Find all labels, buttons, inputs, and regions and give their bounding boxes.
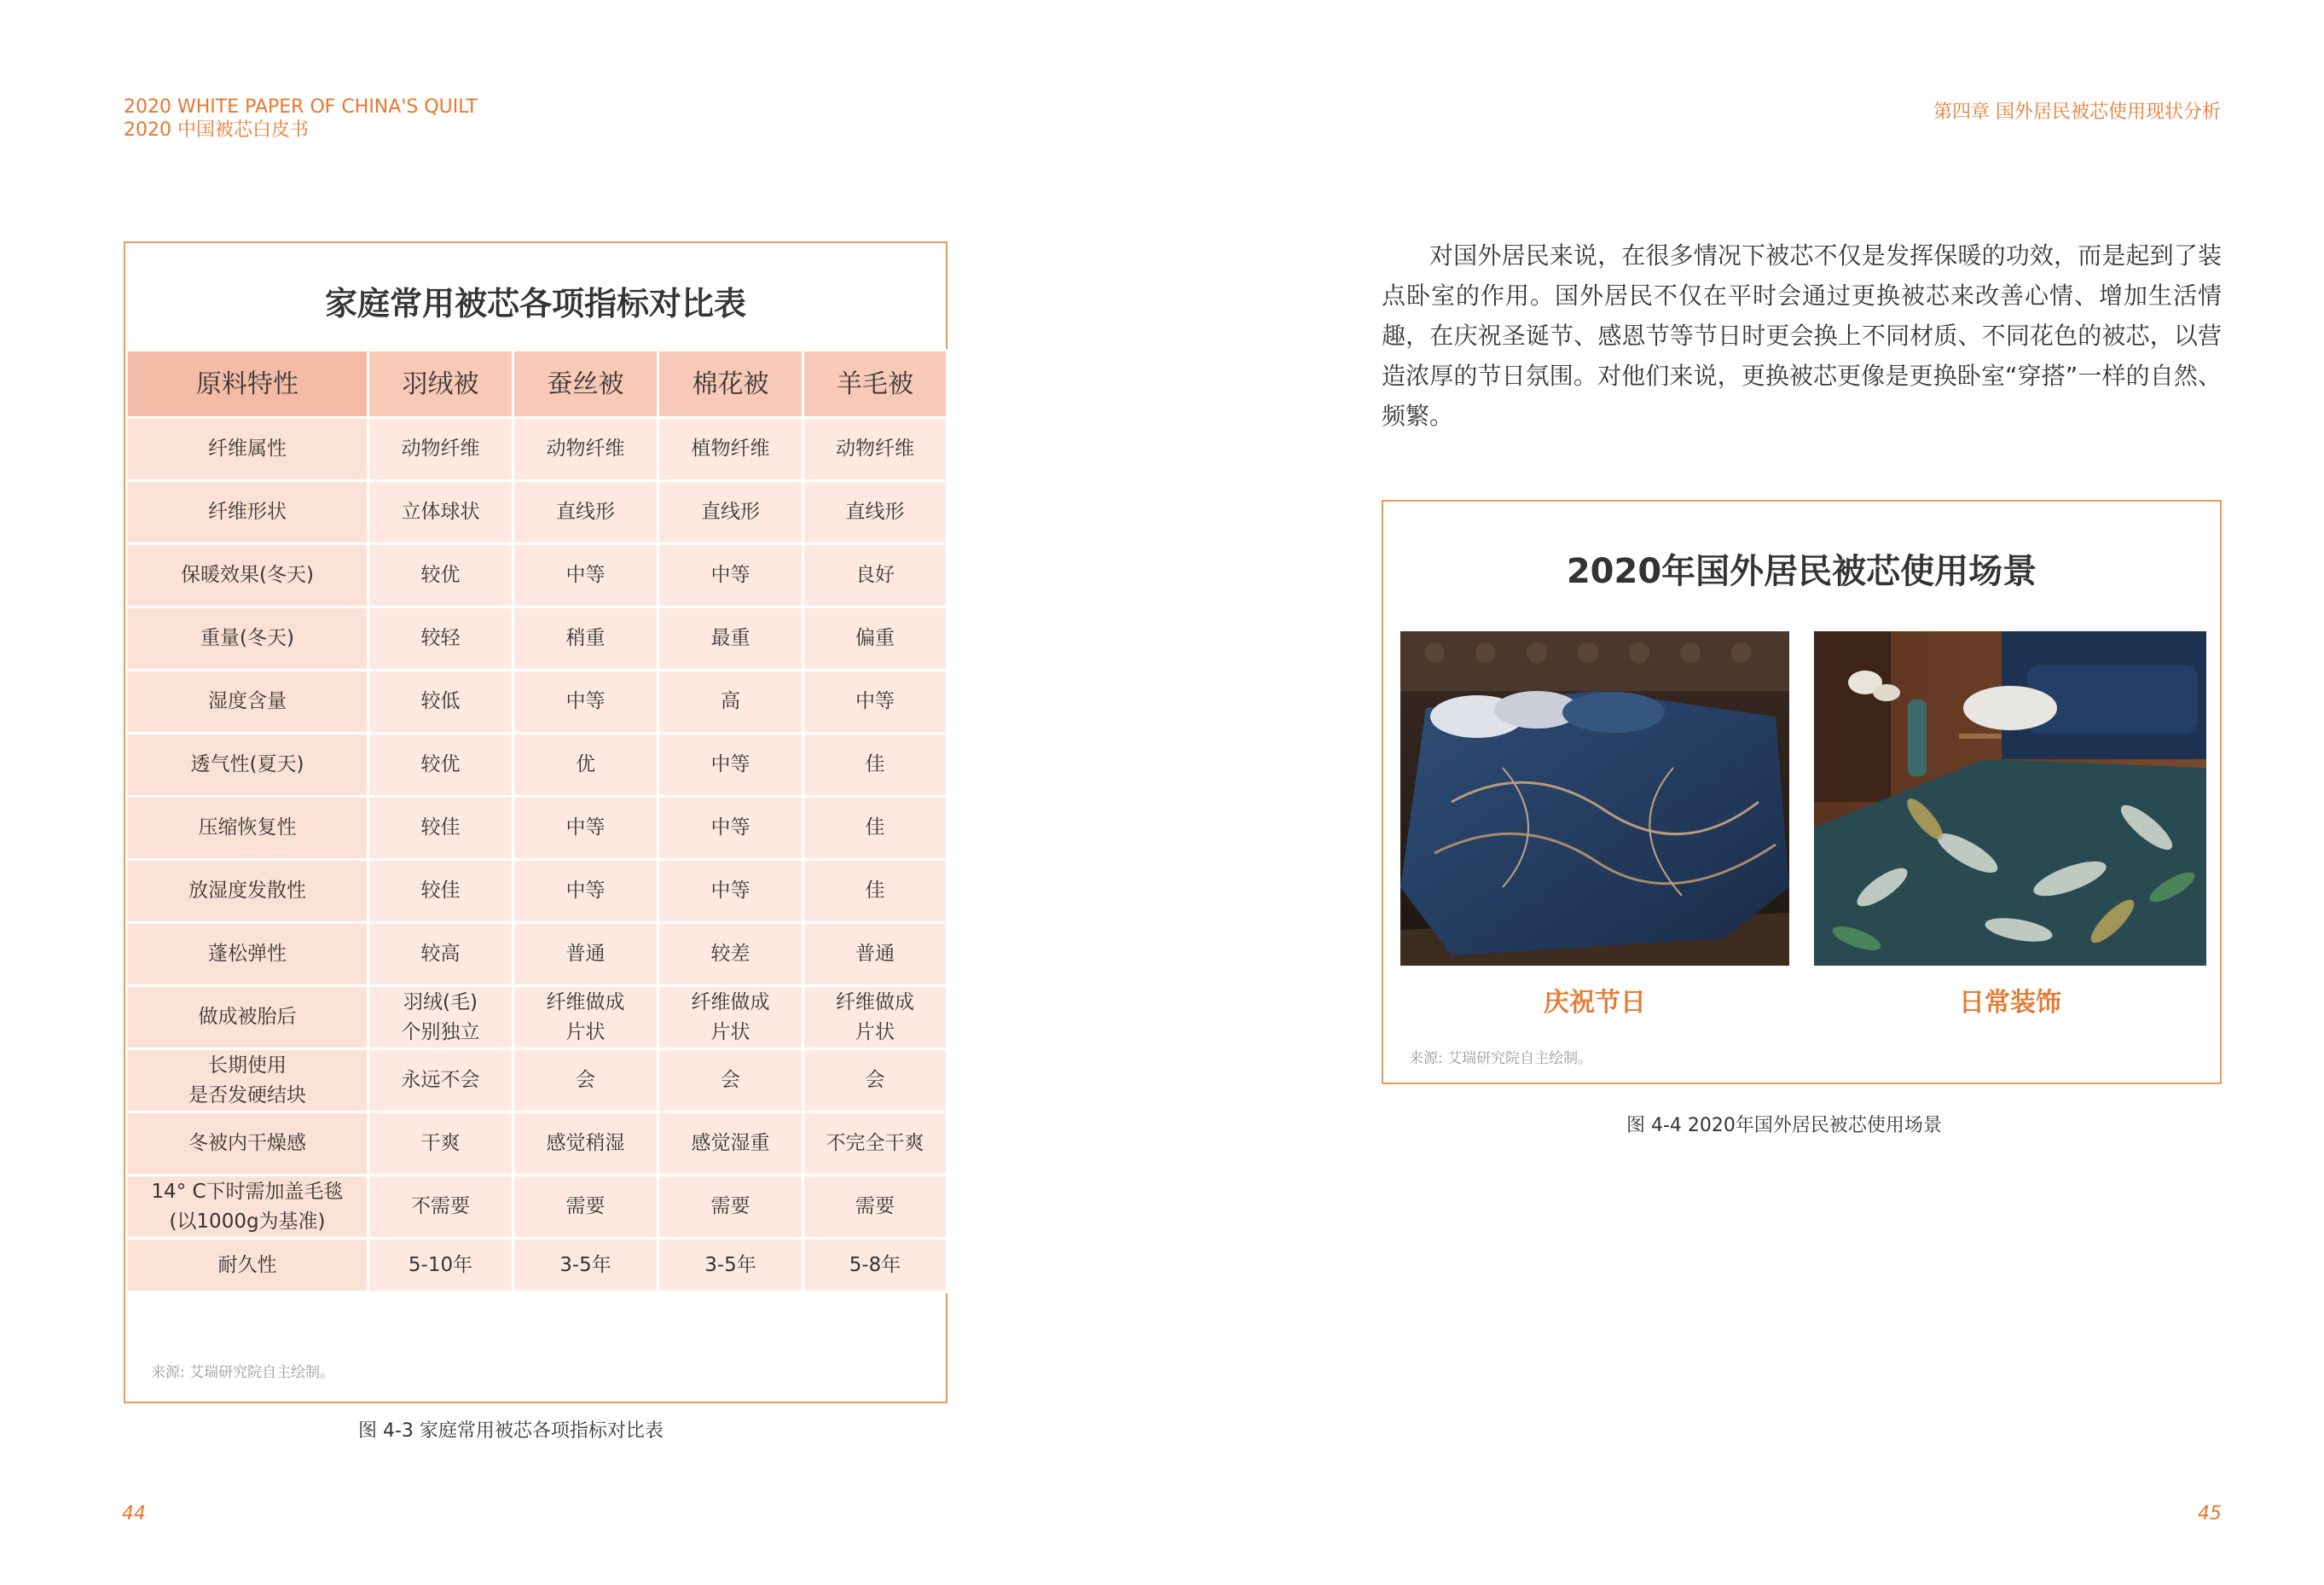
table-cell: 较优 <box>368 734 513 797</box>
row-label-cell: 蓬松弹性 <box>127 923 368 986</box>
paragraph-text: 对国外居民来说，在很多情况下被芯不仅是发挥保暖的功效，而是起到了装点卧室的作用。国外居民不仅在平时会通过更换被芯来改善心情、增加生活情趣，在庆祝圣诞节、感恩节等节日时更会换上不同材质、不同花色的被芯，以营造浓厚的节日氛围。对他们来说，更换被芯更像是更换卧室“穿搭”一样的自然、频繁。 <box>1382 241 2222 430</box>
table-row <box>127 797 948 860</box>
row-label-cell: 纤维属性 <box>127 418 368 481</box>
usage-scene-figure-box <box>1382 500 2222 1084</box>
table-header-cell: 棉花被 <box>658 351 803 418</box>
table-cell: 普通 <box>513 923 658 986</box>
header-english-title: 2020 WHITE PAPER OF CHINA'S QUILT <box>124 96 478 118</box>
running-header-chapter: 第四章 国外居民被芯使用现状分析 <box>1933 102 2221 123</box>
figure-source-note: 来源: 艾瑞研究院自主绘制。 <box>1409 1050 1593 1067</box>
table-cell: 动物纤维 <box>513 418 658 481</box>
running-header-left <box>124 96 478 142</box>
festive-label: 庆祝节日 <box>1544 988 1646 1018</box>
table-cell: 最重 <box>658 607 803 671</box>
row-label-cell: 耐久性 <box>127 1239 368 1292</box>
figure-title: 2020年国外居民被芯使用场景 <box>1566 552 2037 591</box>
table-header-cell: 蚕丝被 <box>513 351 658 418</box>
row-label-cell: 放湿度发散性 <box>127 860 368 923</box>
table-cell: 感觉湿重 <box>658 1112 803 1176</box>
row-label-cell: 长期使用 是否发硬结块 <box>127 1049 368 1112</box>
table-cell: 直线形 <box>513 481 658 544</box>
table-cell: 干爽 <box>368 1112 513 1176</box>
table-cell: 3-5年 <box>513 1239 658 1292</box>
table-cell: 需要 <box>803 1176 948 1239</box>
table-cell: 需要 <box>658 1176 803 1239</box>
table-cell: 3-5年 <box>658 1239 803 1292</box>
table-cell: 中等 <box>658 734 803 797</box>
table-cell: 中等 <box>513 671 658 734</box>
page-number-left: 44 <box>122 1503 146 1524</box>
table-row <box>127 1112 948 1176</box>
table-cell: 会 <box>803 1049 948 1112</box>
table-cell: 中等 <box>513 544 658 607</box>
table-source-note: 来源: 艾瑞研究院自主绘制。 <box>151 1364 335 1381</box>
table-cell: 偏重 <box>803 607 948 671</box>
daily-decor-label: 日常装饰 <box>1959 988 2061 1018</box>
table-header-row <box>127 351 948 418</box>
row-label-cell: 保暖效果(冬天) <box>127 544 368 607</box>
table-row <box>127 671 948 734</box>
table-row <box>127 923 948 986</box>
table-cell: 动物纤维 <box>803 418 948 481</box>
table-cell: 植物纤维 <box>658 418 803 481</box>
table-header-cell: 羽绒被 <box>368 351 513 418</box>
table-cell: 较高 <box>368 923 513 986</box>
table-cell: 较优 <box>368 544 513 607</box>
row-label-cell: 透气性(夏天) <box>127 734 368 797</box>
table-cell: 不完全干爽 <box>803 1112 948 1176</box>
table-row <box>127 734 948 797</box>
table-cell: 中等 <box>513 860 658 923</box>
figure-caption: 图 4-4 2020年国外居民被芯使用场景 <box>1626 1115 1942 1136</box>
table-row <box>127 1239 948 1292</box>
table-cell: 会 <box>513 1049 658 1112</box>
table-cell: 优 <box>513 734 658 797</box>
table-cell: 普通 <box>803 923 948 986</box>
table-row <box>127 418 948 481</box>
comparison-table <box>125 349 948 1293</box>
table-cell: 永远不会 <box>368 1049 513 1112</box>
table-cell: 需要 <box>513 1176 658 1239</box>
table-row <box>127 607 948 671</box>
table-cell: 中等 <box>658 544 803 607</box>
table-row <box>127 1176 948 1239</box>
table-cell: 5-8年 <box>803 1239 948 1292</box>
table-header-cell: 羊毛被 <box>803 351 948 418</box>
table-cell: 羽绒(毛) 个别独立 <box>368 986 513 1049</box>
table-cell: 不需要 <box>368 1176 513 1239</box>
body-paragraph <box>1382 235 2222 436</box>
header-chinese-title: 2020 中国被芯白皮书 <box>124 119 309 141</box>
daily-decor-bedroom-photo <box>1814 631 2206 966</box>
row-label-cell: 重量(冬天) <box>127 607 368 671</box>
table-cell: 高 <box>658 671 803 734</box>
row-label-cell: 纤维形状 <box>127 481 368 544</box>
table-cell: 会 <box>658 1049 803 1112</box>
table-cell: 较低 <box>368 671 513 734</box>
table-cell: 纤维做成 片状 <box>803 986 948 1049</box>
table-cell: 直线形 <box>658 481 803 544</box>
table-cell: 动物纤维 <box>368 418 513 481</box>
row-label-cell: 湿度含量 <box>127 671 368 734</box>
table-cell: 稍重 <box>513 607 658 671</box>
table-cell: 较轻 <box>368 607 513 671</box>
table-row <box>127 544 948 607</box>
row-label-cell: 冬被内干燥感 <box>127 1112 368 1176</box>
table-cell: 良好 <box>803 544 948 607</box>
row-label-cell: 压缩恢复性 <box>127 797 368 860</box>
table-cell: 立体球状 <box>368 481 513 544</box>
table-cell: 中等 <box>803 671 948 734</box>
table-cell: 较佳 <box>368 797 513 860</box>
table-cell: 佳 <box>803 797 948 860</box>
row-label-cell: 做成被胎后 <box>127 986 368 1049</box>
table-cell: 纤维做成 片状 <box>513 986 658 1049</box>
table-cell: 佳 <box>803 860 948 923</box>
table-cell: 感觉稍湿 <box>513 1112 658 1176</box>
table-row <box>127 481 948 544</box>
table-cell: 中等 <box>513 797 658 860</box>
comparison-table-box <box>124 241 948 1403</box>
row-label-cell: 14° C下时需加盖毛毯 (以1000g为基准) <box>127 1176 368 1239</box>
table-cell: 中等 <box>658 860 803 923</box>
table-cell: 纤维做成 片状 <box>658 986 803 1049</box>
table-row <box>127 860 948 923</box>
table-cell: 较差 <box>658 923 803 986</box>
table-cell: 中等 <box>658 797 803 860</box>
table-cell: 直线形 <box>803 481 948 544</box>
table-caption: 图 4-3 家庭常用被芯各项指标对比表 <box>358 1420 664 1442</box>
table-cell: 5-10年 <box>368 1239 513 1292</box>
table-row <box>127 986 948 1049</box>
festive-bedroom-photo <box>1400 631 1789 966</box>
table-header-cell: 原料特性 <box>127 351 368 418</box>
table-cell: 较佳 <box>368 860 513 923</box>
table-title: 家庭常用被芯各项指标对比表 <box>324 285 746 322</box>
page-number-right: 45 <box>2198 1503 2222 1524</box>
table-row <box>127 1049 948 1112</box>
table-cell: 佳 <box>803 734 948 797</box>
